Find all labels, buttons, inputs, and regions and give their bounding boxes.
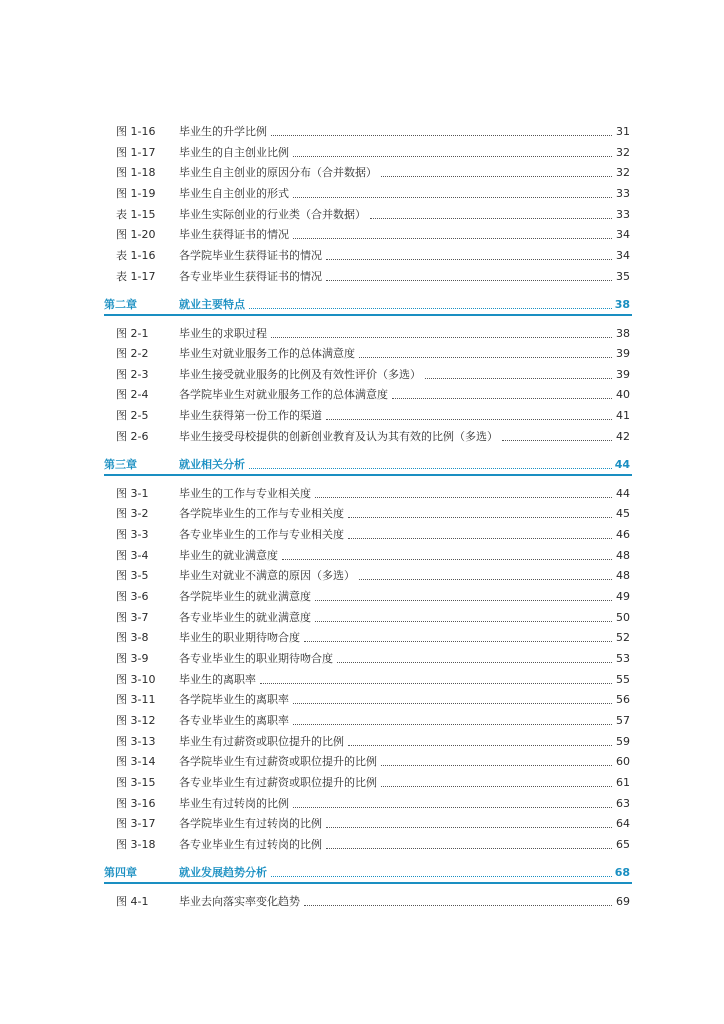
entry-title: 各专业毕业生的离职率 [179, 714, 289, 727]
page-number: 32 [616, 146, 630, 159]
page-number: 65 [616, 838, 630, 851]
toc-entry[interactable] [0, 267, 724, 287]
entry-title: 各学院毕业生有过薪资或职位提升的比例 [179, 755, 377, 768]
toc-entry[interactable] [0, 184, 724, 204]
dot-leader [348, 745, 612, 746]
figure-label: 表 1-16 [116, 249, 156, 262]
dot-leader [359, 579, 612, 580]
entry-title: 毕业生的工作与专业相关度 [179, 487, 311, 500]
figure-label: 图 3-14 [116, 755, 156, 768]
toc-entry[interactable] [0, 225, 724, 245]
entry-title: 各专业毕业生获得证书的情况 [179, 270, 322, 283]
entry-title: 毕业生对就业服务工作的总体满意度 [179, 347, 355, 360]
figure-label: 图 3-6 [116, 590, 149, 603]
toc-entry[interactable] [0, 365, 724, 385]
page-number: 35 [616, 270, 630, 283]
dot-leader [293, 238, 612, 239]
entry-title: 各学院毕业生获得证书的情况 [179, 249, 322, 262]
page-number: 38 [616, 327, 630, 340]
entry-title: 各学院毕业生有过转岗的比例 [179, 817, 322, 830]
toc-entry[interactable] [0, 484, 724, 504]
figure-label: 图 4-1 [116, 895, 149, 908]
dot-leader [293, 156, 612, 157]
dot-leader [326, 419, 612, 420]
dot-leader [271, 876, 612, 877]
page-number: 48 [616, 549, 630, 562]
figure-label: 图 3-12 [116, 714, 156, 727]
entry-title: 毕业生有过转岗的比例 [179, 797, 289, 810]
dot-leader [381, 176, 612, 177]
figure-label: 图 3-8 [116, 631, 149, 644]
figure-label: 图 3-16 [116, 797, 156, 810]
dot-leader [315, 600, 612, 601]
chapter-label: 第三章 [104, 458, 137, 471]
dot-leader [315, 497, 612, 498]
page-number: 42 [616, 430, 630, 443]
toc-entry[interactable] [0, 587, 724, 607]
page-number: 53 [616, 652, 630, 665]
toc-entry[interactable] [0, 690, 724, 710]
page-number: 41 [616, 409, 630, 422]
page-number: 34 [616, 228, 630, 241]
toc-entry[interactable] [0, 608, 724, 628]
dot-leader [304, 905, 612, 906]
entry-title: 毕业生的自主创业比例 [179, 146, 289, 159]
toc-entry[interactable] [0, 628, 724, 648]
entry-title: 毕业去向落实率变化趋势 [179, 895, 300, 908]
entry-title: 就业主要特点 [179, 298, 245, 311]
toc-entry[interactable] [0, 246, 724, 266]
toc-entry[interactable] [0, 122, 724, 142]
dot-leader [304, 641, 612, 642]
page-number: 49 [616, 590, 630, 603]
figure-label: 图 3-18 [116, 838, 156, 851]
dot-leader [326, 259, 612, 260]
entry-title: 各专业毕业生的就业满意度 [179, 611, 311, 624]
entry-title: 毕业生的求职过程 [179, 327, 267, 340]
page-number: 52 [616, 631, 630, 644]
dot-leader [337, 662, 612, 663]
chapter-label: 第四章 [104, 866, 137, 879]
entry-title: 毕业生的离职率 [179, 673, 256, 686]
entry-title: 毕业生自主创业的原因分布（合并数据） [179, 166, 377, 179]
dot-leader [293, 724, 612, 725]
toc-entry[interactable] [0, 773, 724, 793]
figure-label: 图 2-2 [116, 347, 149, 360]
figure-label: 图 1-17 [116, 146, 156, 159]
dot-leader [381, 786, 612, 787]
entry-title: 各学院毕业生的就业满意度 [179, 590, 311, 603]
page-number: 57 [616, 714, 630, 727]
dot-leader [260, 683, 612, 684]
dot-leader [282, 559, 612, 560]
entry-title: 毕业生有过薪资或职位提升的比例 [179, 735, 344, 748]
figure-label: 图 3-10 [116, 673, 156, 686]
page-number: 46 [616, 528, 630, 541]
entry-title: 各专业毕业生有过转岗的比例 [179, 838, 322, 851]
page-number: 40 [616, 388, 630, 401]
dot-leader [271, 135, 612, 136]
page-number: 50 [616, 611, 630, 624]
entry-title: 就业发展趋势分析 [179, 866, 267, 879]
page-number: 61 [616, 776, 630, 789]
toc-entry[interactable] [0, 324, 724, 344]
toc-entry[interactable] [0, 406, 724, 426]
toc-entry[interactable] [0, 205, 724, 225]
dot-leader [315, 621, 612, 622]
page-number: 33 [616, 208, 630, 221]
entry-title: 毕业生接受就业服务的比例及有效性评价（多选） [179, 368, 421, 381]
toc-entry[interactable] [0, 892, 724, 912]
figure-label: 图 1-19 [116, 187, 156, 200]
toc-entry[interactable] [0, 344, 724, 364]
entry-title: 毕业生实际创业的行业类（合并数据） [179, 208, 366, 221]
figure-label: 图 3-15 [116, 776, 156, 789]
toc-chapter-entry[interactable] [0, 863, 724, 883]
toc-entry[interactable] [0, 794, 724, 814]
entry-title: 毕业生的就业满意度 [179, 549, 278, 562]
dot-leader [326, 848, 612, 849]
page-number: 32 [616, 166, 630, 179]
entry-title: 毕业生自主创业的形式 [179, 187, 289, 200]
figure-label: 图 1-20 [116, 228, 156, 241]
entry-title: 毕业生接受母校提供的创新创业教育及认为其有效的比例（多选） [179, 430, 498, 443]
dot-leader [348, 517, 612, 518]
toc-entry[interactable] [0, 732, 724, 752]
toc-entry[interactable] [0, 566, 724, 586]
dot-leader [348, 538, 612, 539]
chapter-label: 第二章 [104, 298, 137, 311]
toc-entry[interactable] [0, 427, 724, 447]
dot-leader [293, 807, 612, 808]
figure-label: 图 3-17 [116, 817, 156, 830]
toc-entry[interactable] [0, 670, 724, 690]
dot-leader [381, 765, 612, 766]
entry-title: 各学院毕业生的工作与专业相关度 [179, 507, 344, 520]
entry-title: 各专业毕业生的工作与专业相关度 [179, 528, 344, 541]
figure-label: 图 3-4 [116, 549, 149, 562]
figure-label: 图 3-9 [116, 652, 149, 665]
toc-entry[interactable] [0, 385, 724, 405]
dot-leader [271, 337, 612, 338]
figure-label: 表 1-15 [116, 208, 156, 221]
page-number: 69 [616, 895, 630, 908]
figure-label: 图 2-4 [116, 388, 149, 401]
figure-label: 图 3-5 [116, 569, 149, 582]
dot-leader [425, 378, 612, 379]
toc-entry[interactable] [0, 711, 724, 731]
page-number: 63 [616, 797, 630, 810]
page-number: 44 [614, 458, 630, 471]
toc-chapter-entry[interactable] [0, 295, 724, 315]
dot-leader [392, 398, 612, 399]
page-number: 60 [616, 755, 630, 768]
page-number: 34 [616, 249, 630, 262]
dot-leader [370, 218, 612, 219]
figure-label: 图 3-7 [116, 611, 149, 624]
figure-label: 图 2-3 [116, 368, 149, 381]
toc-entry[interactable] [0, 504, 724, 524]
entry-title: 毕业生的升学比例 [179, 125, 267, 138]
figure-label: 图 3-13 [116, 735, 156, 748]
page-number: 39 [616, 347, 630, 360]
figure-label: 图 2-1 [116, 327, 149, 340]
toc-entry[interactable] [0, 163, 724, 183]
figure-label: 图 2-5 [116, 409, 149, 422]
dot-leader [359, 357, 612, 358]
toc-entry[interactable] [0, 143, 724, 163]
dot-leader [249, 468, 612, 469]
figure-label: 图 1-16 [116, 125, 156, 138]
dot-leader [502, 440, 612, 441]
entry-title: 毕业生获得证书的情况 [179, 228, 289, 241]
entry-title: 毕业生的职业期待吻合度 [179, 631, 300, 644]
entry-title: 各学院毕业生对就业服务工作的总体满意度 [179, 388, 388, 401]
toc-entry[interactable] [0, 752, 724, 772]
dot-leader [326, 827, 612, 828]
entry-title: 毕业生获得第一份工作的渠道 [179, 409, 322, 422]
figure-label: 图 3-3 [116, 528, 149, 541]
page-number: 39 [616, 368, 630, 381]
page-number: 56 [616, 693, 630, 706]
dot-leader [293, 197, 612, 198]
entry-title: 各学院毕业生的离职率 [179, 693, 289, 706]
figure-label: 表 1-17 [116, 270, 156, 283]
figure-label: 图 3-11 [116, 693, 156, 706]
entry-title: 各专业毕业生的职业期待吻合度 [179, 652, 333, 665]
page-number: 48 [616, 569, 630, 582]
page-number: 55 [616, 673, 630, 686]
figure-label: 图 3-2 [116, 507, 149, 520]
page-number: 44 [616, 487, 630, 500]
entry-title: 就业相关分析 [179, 458, 245, 471]
dot-leader [326, 280, 612, 281]
toc-entry[interactable] [0, 814, 724, 834]
toc-chapter-entry[interactable] [0, 455, 724, 475]
toc-entry[interactable] [0, 546, 724, 566]
dot-leader [249, 308, 612, 309]
page-number: 38 [614, 298, 630, 311]
entry-title: 毕业生对就业不满意的原因（多选） [179, 569, 355, 582]
page-number: 31 [616, 125, 630, 138]
figure-label: 图 1-18 [116, 166, 156, 179]
page-number: 68 [614, 866, 630, 879]
toc-entry[interactable] [0, 649, 724, 669]
page-number: 59 [616, 735, 630, 748]
page-number: 45 [616, 507, 630, 520]
figure-label: 图 2-6 [116, 430, 149, 443]
toc-entry[interactable] [0, 525, 724, 545]
toc-entry[interactable] [0, 835, 724, 855]
page-number: 33 [616, 187, 630, 200]
dot-leader [293, 703, 612, 704]
page-number: 64 [616, 817, 630, 830]
figure-label: 图 3-1 [116, 487, 149, 500]
entry-title: 各专业毕业生有过薪资或职位提升的比例 [179, 776, 377, 789]
